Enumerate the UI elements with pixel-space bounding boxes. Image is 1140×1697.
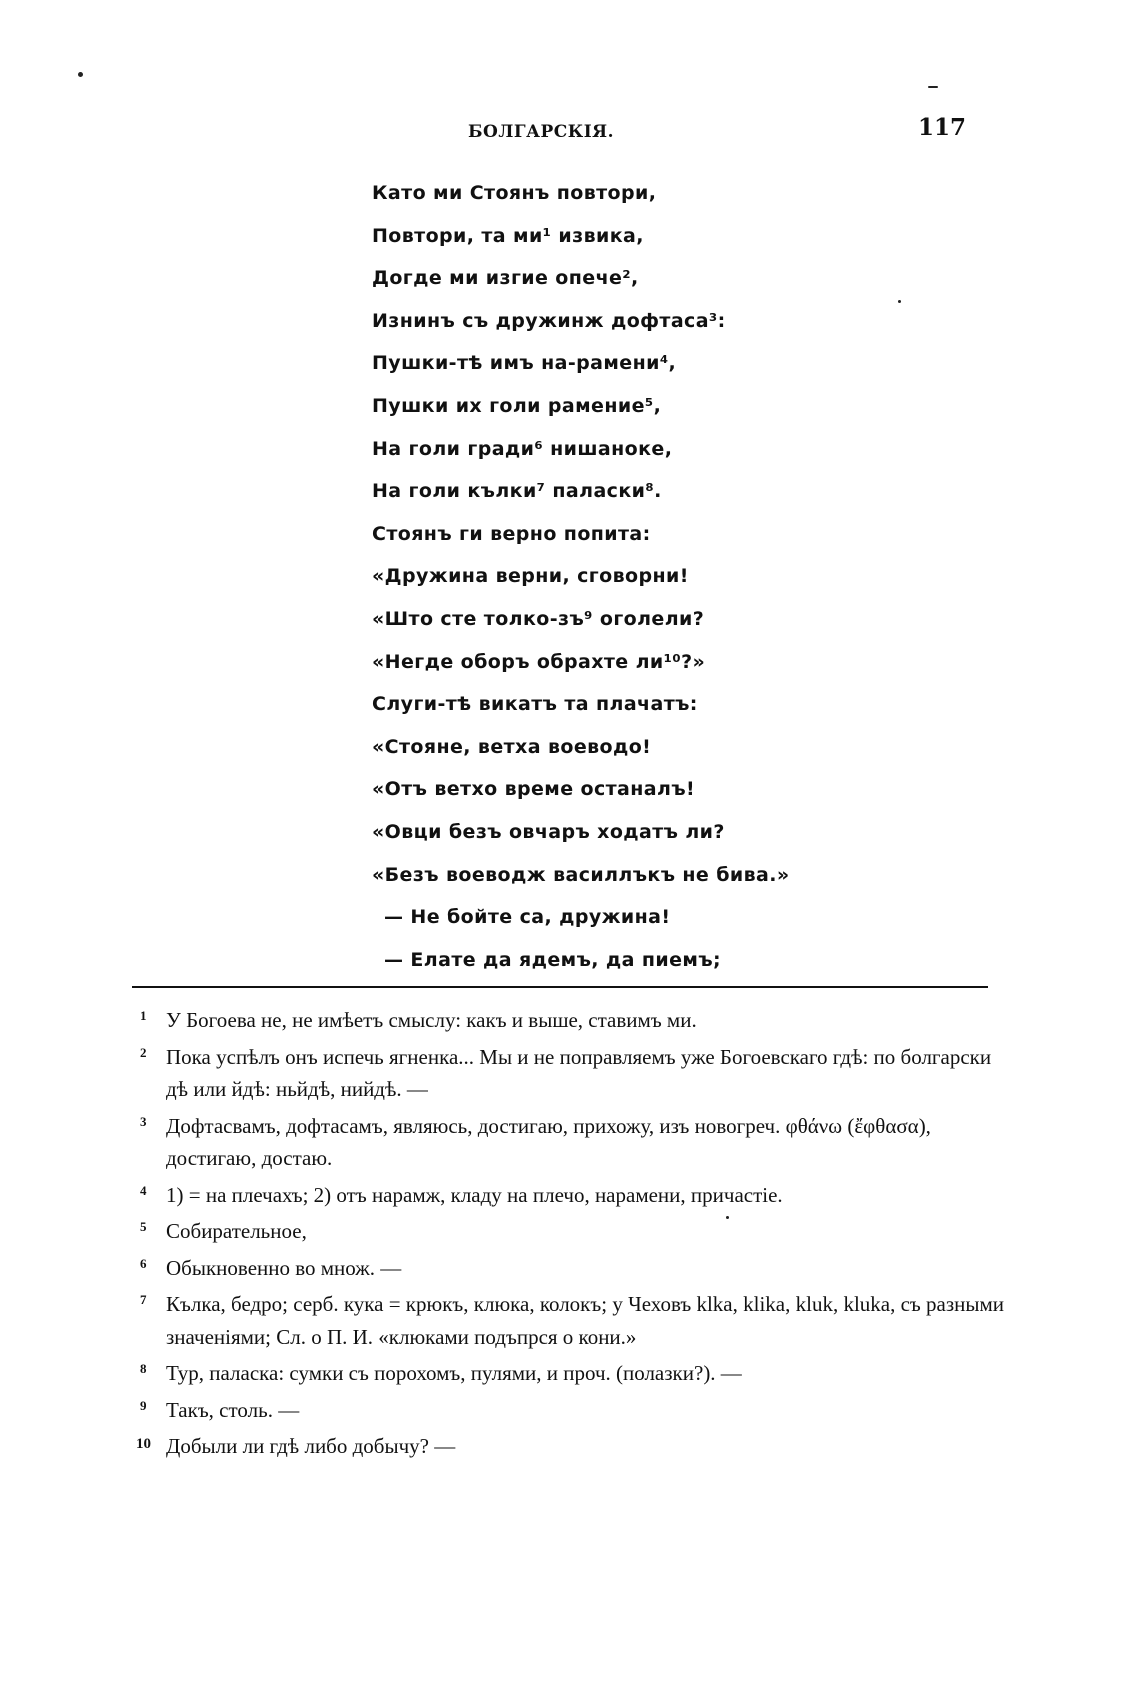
verse-line: «Дружина верни, сговорни! [372, 565, 689, 588]
verse-line: На голи гради⁶ нишаноке, [372, 437, 673, 460]
running-head: БОЛГАРСКІЯ. [468, 122, 615, 142]
footnote-number: 9 [140, 1397, 147, 1413]
footnote-text: Пока успѣлъ онъ испечь ягненка... Мы и не поправляемъ уже Богоевскаго гдѣ: по болгарски дѣ или йдѣ: ньйдѣ, нийдѣ. — [166, 1044, 992, 1101]
verse-line: Слуги-тѣ викатъ та плачатъ: [372, 693, 698, 716]
footnote-number: 8 [140, 1361, 147, 1376]
verse-line: — Елате да ядемъ, да пиемъ; [384, 948, 722, 971]
footnote-text: Собирательное, [166, 1219, 307, 1243]
footnote [140, 1215, 1006, 1248]
verse-line: «Овци безъ овчаръ ходатъ ли? [372, 820, 725, 843]
verse-line: Пушки-тѣ имъ на-рамени⁴, [372, 352, 677, 375]
footnote-number: 1 [140, 1008, 147, 1023]
footnote [140, 1394, 1006, 1427]
footnote-number: 7 [140, 1292, 147, 1307]
footnote [140, 1357, 1006, 1390]
footnote [140, 1288, 1006, 1353]
verse-line: «Негде оборъ обрахте ли¹⁰?» [372, 650, 706, 673]
footnote [140, 1004, 1006, 1037]
verse-line: Пушки их голи рамение⁵, [372, 394, 662, 417]
verse-block [372, 172, 790, 981]
footnote-text: Тур, паласка: сумки съ порохомъ, пулями, и проч. (полазки?). — [166, 1361, 742, 1385]
footnote-text: У Богоева не, не имѣетъ смыслу: какъ и выше, ставимъ ми. [166, 1008, 697, 1032]
footnote-rule [132, 986, 988, 988]
footnote-number: 6 [140, 1255, 147, 1271]
footnote-text: Кълка, бедро; серб. кука = крюкъ, клюка, колокъ; у Чеховъ klka, klika, kluk, kluka, съ разными значеніями; Сл. о П. И. «клюками подъпрся о кони.» [166, 1292, 1005, 1349]
verse-line: Повтори, та ми¹ извика, [372, 224, 644, 247]
verse-line: «Отъ ветхо време останалъ! [372, 778, 696, 801]
footnote [140, 1110, 1006, 1175]
footnote [140, 1179, 1006, 1212]
footnote-number: 2 [140, 1044, 147, 1060]
footnote [140, 1041, 1006, 1106]
verse-line: «Што сте толко-зъ⁹ оголели? [372, 607, 705, 630]
footnote-text: Дофтасвамъ, дофтасамъ, являюсь, достигаю, прихожу, изъ новогреч. φθάνω (ἔφθασα), достигаю, достаю. [166, 1113, 931, 1170]
verse-line: — Не бойте са, дружина! [384, 906, 671, 929]
footnote-text: 1) = на плечахъ; 2) отъ нарамж, кладу на плечо, нарамени, причастіе. [166, 1182, 783, 1207]
footnote-number: 3 [140, 1113, 147, 1129]
footnote-text: Добыли ли гдѣ либо добычу? — [166, 1434, 456, 1458]
verse-line: Догде ми изгие опече², [372, 267, 639, 290]
verse-line: «Безъ воеводж василлъкъ не бива.» [372, 863, 790, 886]
print-speck [898, 300, 901, 303]
print-speck [928, 86, 938, 88]
footnote-number: 5 [140, 1219, 147, 1234]
verse-line: «Стояне, ветха воеводо! [372, 735, 652, 758]
verse-line: Като ми Стоянъ повтори, [372, 182, 657, 204]
verse-line: На голи кълки⁷ паласки⁸. [372, 480, 662, 503]
footnote-number: 10 [136, 1436, 151, 1452]
verse-line: Стоянъ ги верно попита: [372, 522, 651, 545]
footnote [136, 1430, 1006, 1463]
footnote-number: 4 [140, 1182, 147, 1198]
print-speck [78, 72, 83, 77]
footnotes [136, 1004, 1006, 1467]
footnote [140, 1252, 1006, 1285]
verse-line: Изнинъ съ дружинж дофтаса³: [372, 309, 726, 332]
footnote-text: Обыкновенно во множ. — [166, 1255, 402, 1280]
footnote-text: Такъ, столь. — [166, 1397, 300, 1422]
page-number: 117 [918, 114, 967, 141]
